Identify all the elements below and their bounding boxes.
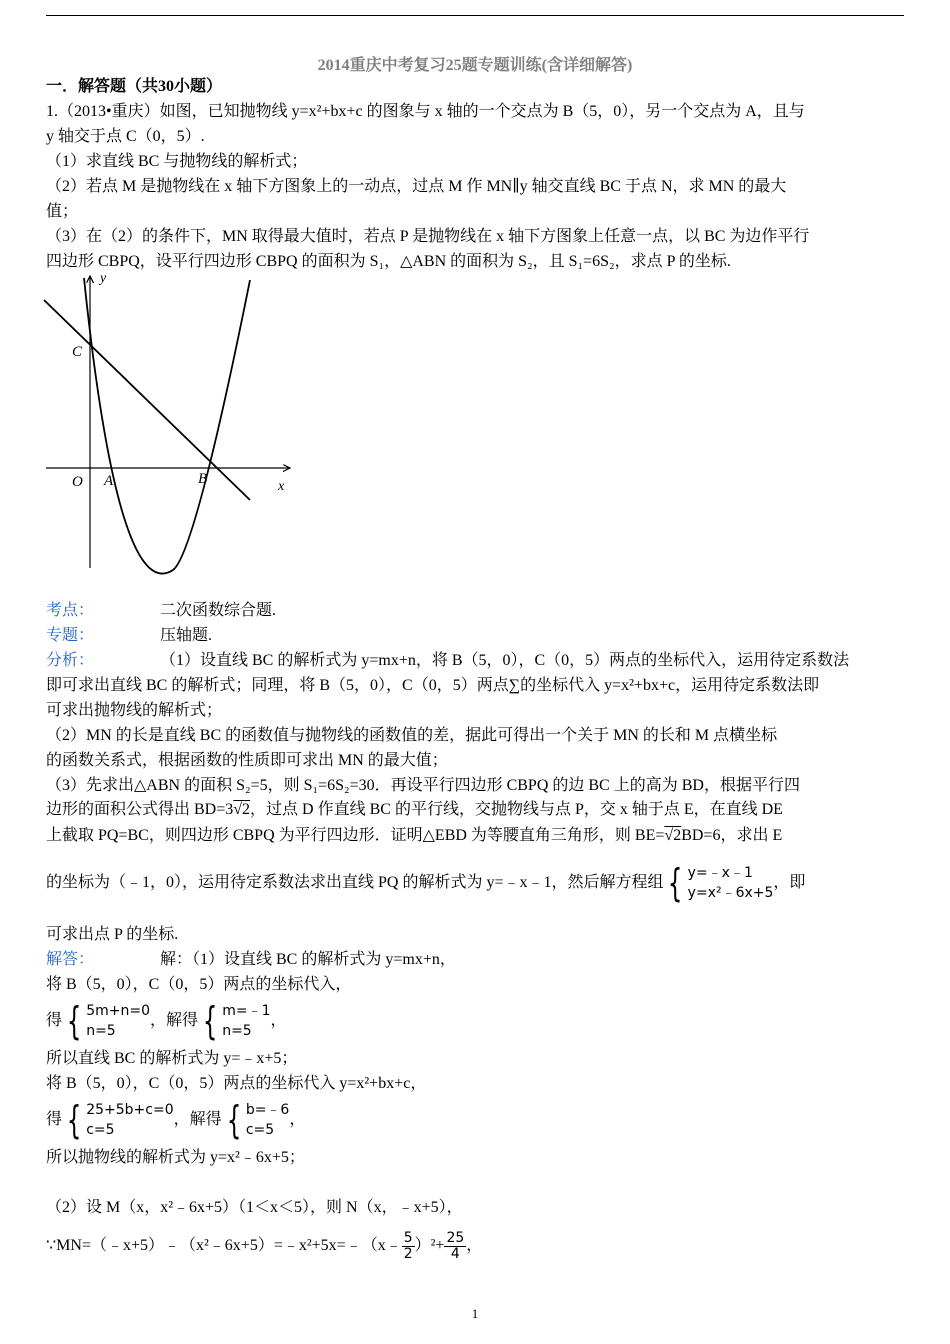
kaodian-row [46, 601, 276, 621]
fraction [444, 1231, 466, 1262]
point-c-label: C [72, 344, 83, 360]
zhuanti-text: 压轴题. [160, 627, 213, 644]
fenxi-line: 可求出抛物线的解析式； [46, 702, 223, 719]
section-heading: 一．解答题（共30小题） [46, 78, 223, 95]
page-number: 1 [471, 1306, 479, 1321]
numerator: 25 [446, 1229, 465, 1246]
fenxi-text: 上截取 PQ=BC，则四边形 CBPQ 为平行四边形．证明△EBD 为等腰直角三角形，则 BE= [46, 827, 665, 844]
document-title: 2014重庆中考复习25题专题训练(含详细解答) [317, 57, 633, 74]
fenxi-label: 分析： [46, 652, 95, 669]
brace: { [668, 861, 683, 906]
jieda-text: ， [466, 1237, 483, 1254]
equation: y=﹣x﹣1 [687, 865, 753, 882]
problem-line: 值； [46, 203, 79, 220]
parabola-curve [84, 278, 250, 574]
brace: { [66, 999, 82, 1044]
point-a-label: A [104, 473, 114, 489]
fenxi-line: 可求出点 P 的坐标. [46, 926, 179, 943]
jieda-line: 所以抛物线的解析式为 y=x²﹣6x+5； [46, 1149, 305, 1166]
equation: y=x²﹣6x+5 [687, 885, 774, 902]
y-label: y [100, 271, 107, 286]
jieda-line: 解：（1）设直线 BC 的解析式为 y=mx+n， [160, 951, 456, 968]
problem-line: 四边形 CBPQ，设平行四边形 CBPQ 的面积为 S₁，△ABN 的面积为 S₂，且 S₁=6S₂，求点 P 的坐标. [46, 253, 731, 270]
problem-line: 1.（2013•重庆）如图，已知抛物线 y=x²+bx+c 的图象与 x 轴的一个交点为 B（5，0），另一个交点为 A，且与 [46, 103, 805, 120]
sqrt-value: 2 [242, 801, 251, 818]
equation: n=5 [222, 1023, 252, 1040]
sqrt-value: 2 [673, 827, 682, 844]
fenxi-line [46, 856, 805, 910]
sqrt-expression: √2 [664, 827, 682, 844]
problem-line: （2）若点 M 是抛物线在 x 轴下方图象上的一动点，过点 M 作 MN∥y 轴交直线 BC 于点 N，求 MN 的最大 [46, 178, 787, 195]
fenxi-line: 的函数关系式，根据函数的性质即可求出 MN 的最大值； [46, 752, 448, 769]
fenxi-line [46, 800, 783, 820]
fenxi-row [46, 651, 849, 671]
equation: c=5 [86, 1122, 115, 1139]
parabola-figure [40, 268, 300, 578]
jieda-row [46, 950, 456, 970]
line-bc [44, 300, 250, 500]
equation: n=5 [86, 1023, 116, 1040]
origin-label: O [72, 474, 83, 490]
brace: { [226, 1098, 241, 1143]
fenxi-line: （1）设直线 BC 的解析式为 y=mx+n，将 B（5，0），C（0，5）两点的坐标代入，运用待定系数法 [160, 652, 850, 669]
kaodian-text: 二次函数综合题. [160, 602, 277, 619]
jieda-text: ∵MN=（﹣x+5）﹣（x²﹣6x+5）=﹣x²+5x=﹣（x﹣ [46, 1237, 402, 1254]
fraction [402, 1231, 415, 1262]
kaodian-label: 考点： [46, 602, 95, 619]
fenxi-text: 的坐标为（﹣1，0），运用待定系数法求出直线 PQ 的解析式为 y=﹣x﹣1，然后解方程组 [46, 874, 664, 891]
denominator: 2 [403, 1245, 413, 1262]
numerator: 5 [403, 1229, 413, 1246]
equation-system [663, 861, 774, 906]
jieda-line: 将 B（5，0），C（0，5）两点的坐标代入， [46, 976, 352, 993]
fenxi-line: （3）先求出△ABN 的面积 S₂=5，则 S₁=6S₂=30．再设平行四边形 CBPQ 的边 BC 上的高为 BD，根据平行四 [46, 777, 800, 794]
jieda-text: ，解得 [150, 1012, 199, 1029]
equation-system [62, 999, 150, 1044]
jieda-line: （2）设 M（x，x²﹣6x+5）（1＜x＜5），则 N（x，﹣x+5）， [46, 1199, 463, 1216]
fenxi-line: （2）MN 的长是直线 BC 的函数值与抛物线的函数值的差，据此可得出一个关于 MN 的长和 M 点横坐标 [46, 727, 778, 744]
problem-line: （1）求直线 BC 与抛物线的解析式； [46, 153, 308, 170]
jieda-text: ，解得 [173, 1111, 222, 1128]
header-rule [46, 15, 904, 16]
problem-line: y 轴交于点 C（0，5）. [46, 128, 205, 145]
denominator: 4 [450, 1245, 460, 1262]
jieda-line [46, 1226, 482, 1266]
jieda-line: 将 B（5，0），C（0，5）两点的坐标代入 y=x²+bx+c， [46, 1075, 427, 1092]
zhuanti-label: 专题： [46, 627, 95, 644]
jieda-text: 得 [46, 1012, 63, 1029]
equation: 5m+n=0 [86, 1003, 150, 1020]
equation-system [198, 999, 271, 1044]
equation-system [222, 1098, 290, 1143]
jieda-line [46, 996, 287, 1046]
fenxi-text: ，即 [773, 874, 806, 891]
fenxi-line: 即可求出直线 BC 的解析式；同理，将 B（5，0），C（0，5）两点∑的坐标代入 y=x²+bx+c，运用待定系数法即 [46, 677, 820, 694]
equation: m=﹣1 [222, 1003, 271, 1020]
brace: { [202, 999, 218, 1044]
equation: 25+5b+c=0 [86, 1102, 174, 1119]
fenxi-text: BD=6，求出 E [681, 827, 783, 844]
equation: b=﹣6 [245, 1102, 290, 1119]
x-label: x [278, 479, 285, 494]
equation-system [62, 1098, 174, 1143]
point-b-label: B [198, 471, 208, 487]
jieda-line [46, 1095, 305, 1145]
equation: c=5 [245, 1122, 275, 1139]
jieda-label: 解答： [46, 951, 95, 968]
jieda-text: ， [270, 1012, 287, 1029]
fenxi-line [46, 826, 782, 846]
fenxi-text: ，过点 D 作直线 BC 的平行线，交抛物线与点 P，交 x 轴于点 E，在直线 DE [250, 801, 783, 818]
jieda-text: 得 [46, 1111, 63, 1128]
zhuanti-row [46, 626, 212, 646]
brace: { [66, 1098, 82, 1143]
problem-line: （3）在（2）的条件下，MN 取得最大值时，若点 P 是抛物线在 x 轴下方图象上任意一点，以 BC 为边作平行 [46, 228, 810, 245]
jieda-text: ， [289, 1111, 306, 1128]
sqrt-expression: √2 [233, 801, 251, 818]
jieda-line: 所以直线 BC 的解析式为 y=﹣x+5； [46, 1050, 298, 1067]
fenxi-text: 边形的面积公式得出 BD=3 [46, 801, 234, 818]
jieda-text: ）²+ [414, 1237, 445, 1254]
